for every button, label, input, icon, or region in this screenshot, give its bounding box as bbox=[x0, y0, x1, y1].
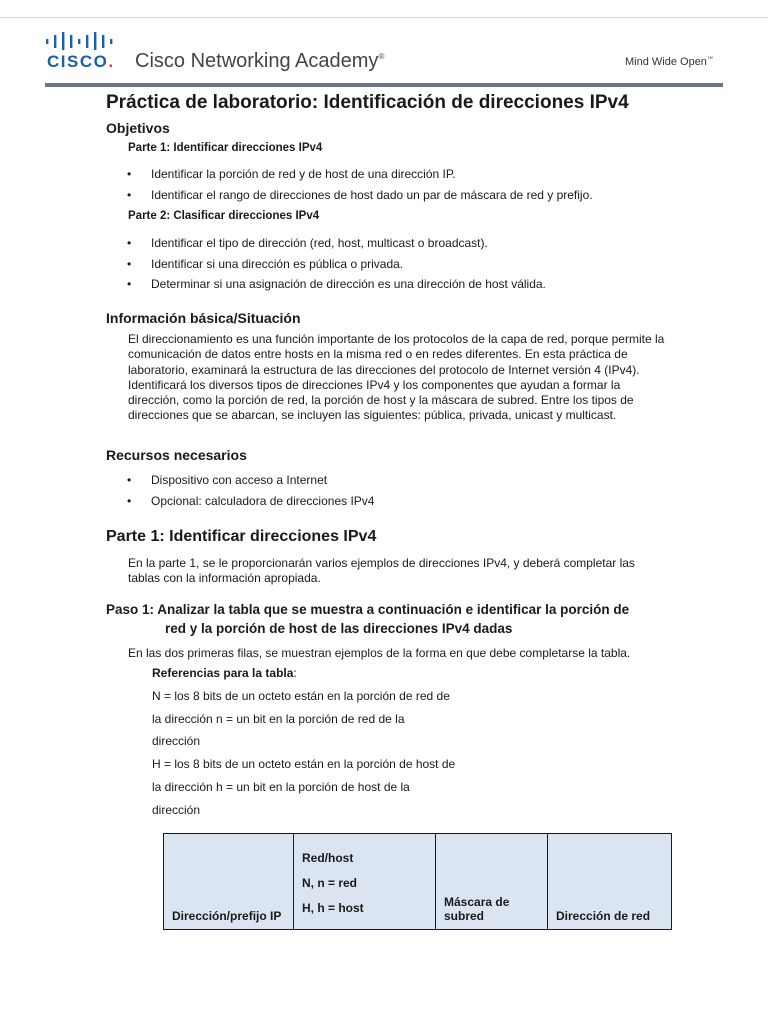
background-heading: Información básica/Situación bbox=[106, 310, 301, 326]
ref-line: dirección bbox=[152, 802, 201, 817]
part1-heading: Parte 1: Identificar direcciones IPv4 bbox=[106, 528, 377, 545]
table-references bbox=[152, 666, 455, 826]
list-item: • Identificar el tipo de dirección (red, host, multicast o broadcast). bbox=[127, 236, 488, 250]
header-rule bbox=[45, 83, 723, 87]
top-border bbox=[0, 17, 768, 18]
ref-line: la dirección n = un bit en la porción de red de la bbox=[152, 711, 405, 726]
list-item: • Dispositivo con acceso a Internet bbox=[127, 473, 328, 487]
tagline: Mind Wide Open™ bbox=[625, 56, 713, 68]
page-title: Práctica de laboratorio: Identificación de direcciones IPv4 bbox=[106, 92, 629, 113]
background-text: El direccionamiento es una función importante de los protocolos de la capa de red, porque permite la comunicación de datos entre hosts en la misma red o en redes diferentes. En esta práctica de laboratorio, examinará la estructura de las direcciones del protocolo de Internet versión 4 (IPv4). Identificará los diversos tipos de direcciones IPv4 y los componentes que ayudan a formar la dirección, como la porción de red, la porción de host y la máscara de subred. Entre los tipos de direcciones que se abarcan, se incluyen las siguientes: pública, privada, unicast y multicast. bbox=[128, 332, 665, 423]
list-item: • Opcional: calculadora de direcciones IPv4 bbox=[127, 493, 375, 508]
header-ip-prefix: Dirección/prefijo IP bbox=[164, 834, 294, 930]
objectives-heading: Objetivos bbox=[106, 120, 170, 136]
cisco-logo: CISCO. bbox=[47, 52, 115, 71]
ref-line: H = los 8 bits de un octeto están en la porción de host de bbox=[152, 757, 456, 772]
list-item: • Determinar si una asignación de dirección es una dirección de host válida. bbox=[127, 277, 546, 291]
objectives-part1-label: Parte 1: Identificar direcciones IPv4 bbox=[128, 142, 323, 154]
list-item: • Identificar la porción de red y de host de una dirección IP. bbox=[127, 167, 456, 181]
header-network-host: Red/host N, n = red H, h = host bbox=[294, 834, 436, 930]
objectives-part1-list bbox=[127, 167, 593, 208]
cisco-logo-bars-icon bbox=[46, 32, 114, 50]
address-table bbox=[163, 833, 672, 930]
step1-intro: En las dos primeras filas, se muestran ejemplos de la forma en que debe completarse la tabla. bbox=[128, 646, 631, 660]
ref-line: dirección bbox=[152, 734, 201, 749]
objectives-part2-list bbox=[127, 236, 546, 298]
list-item: • Identificar si una dirección es pública o privada. bbox=[127, 256, 404, 271]
ref-line: la dirección h = un bit en la porción de host de la bbox=[152, 779, 410, 794]
objectives-part2-label: Parte 2: Clasificar direcciones IPv4 bbox=[128, 210, 320, 222]
resources-list bbox=[127, 473, 374, 514]
part1-intro: En la parte 1, se le proporcionarán varios ejemplos de direcciones IPv4, y deberá completar las tablas con la información apropiada. bbox=[128, 556, 635, 586]
table-header-row bbox=[164, 834, 672, 930]
resources-heading: Recursos necesarios bbox=[106, 447, 247, 463]
refs-label: Referencias para la tabla: bbox=[152, 666, 297, 680]
list-item: • Identificar el rango de direcciones de host dado un par de máscara de red y prefijo. bbox=[127, 187, 593, 202]
header-subnet-mask: Máscara de subred bbox=[436, 834, 548, 930]
step1-heading: Paso 1: Analizar la tabla que se muestra a continuación e identificar la porción de red y la porción de host de las direcciones IPv4 dadas bbox=[106, 602, 630, 636]
academy-name: Cisco Networking Academy® bbox=[135, 50, 385, 72]
header-network-address: Dirección de red bbox=[548, 834, 672, 930]
ref-line: N = los 8 bits de un octeto están en la porción de red de bbox=[152, 688, 450, 703]
